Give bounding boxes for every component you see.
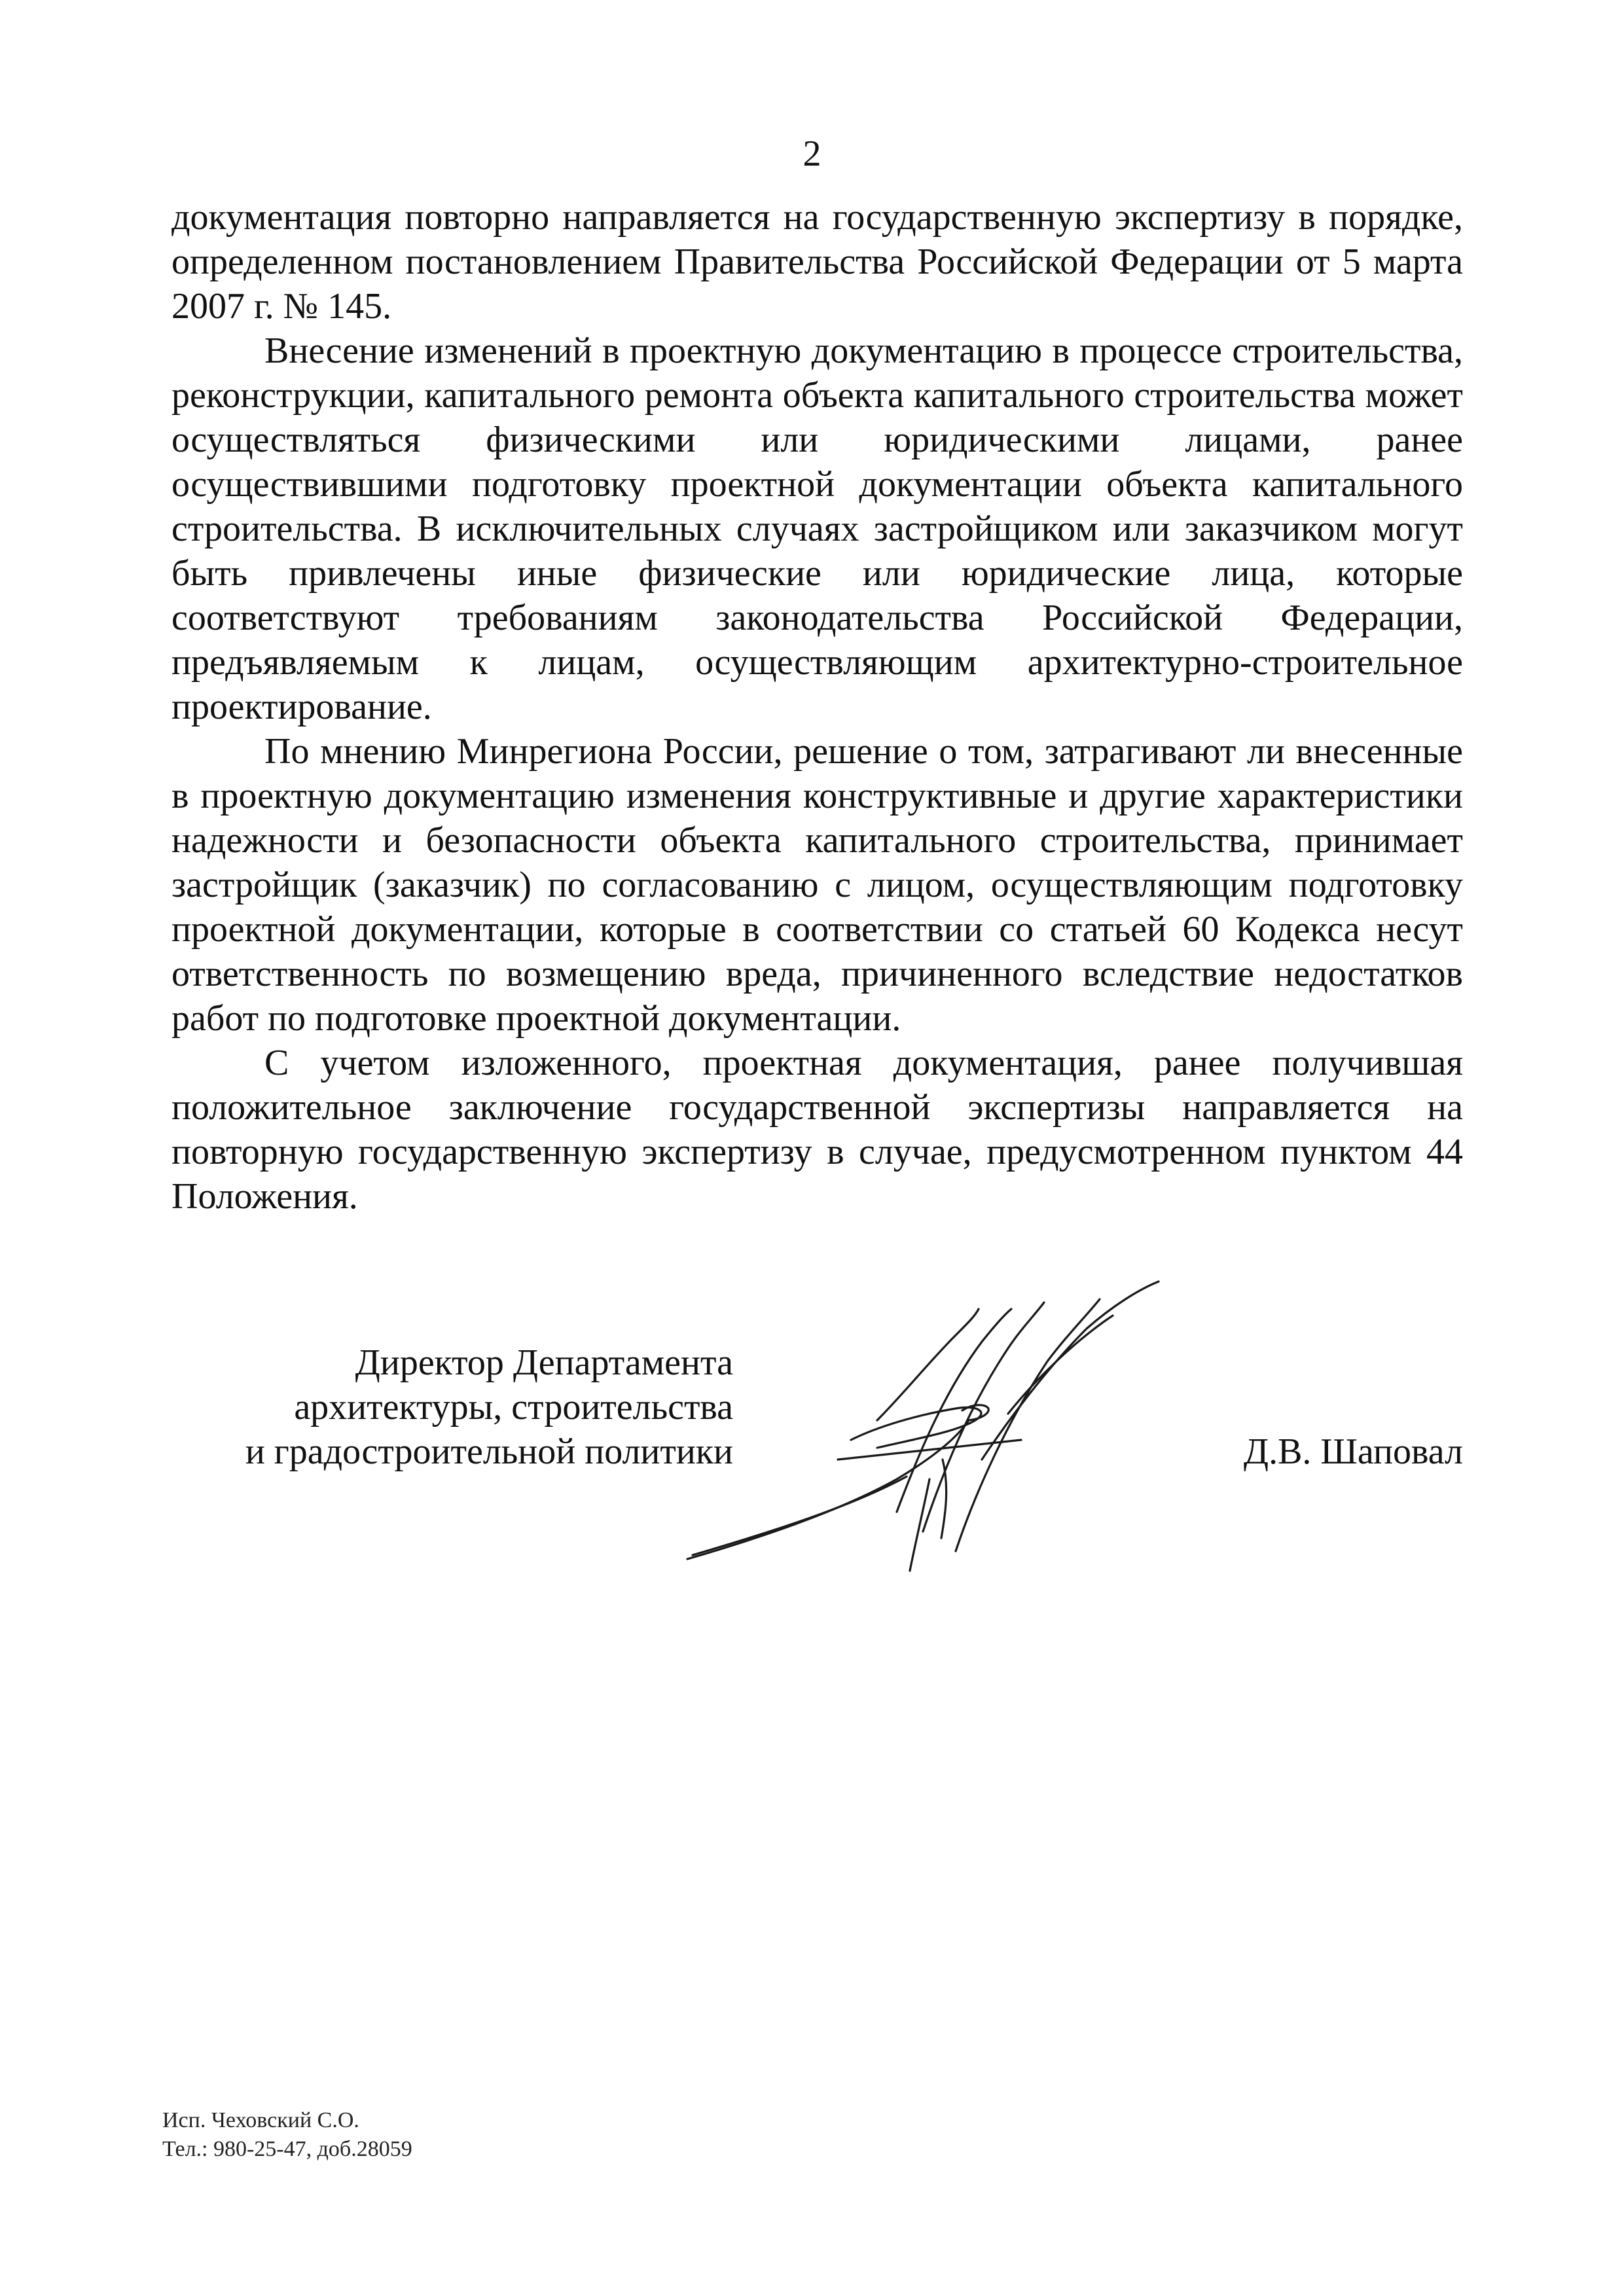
signatory-name: Д.В. Шаповал <box>1243 1431 1463 1472</box>
signatory-title <box>196 1340 733 1474</box>
paragraph-conclusion: С учетом изложенного, проектная документация, ранее получившая положительное заключение государственной экспертизы направляется на повторную государственную экспертизу в случае, предусмотренном пунктом 44 Положения. <box>171 1043 1463 1217</box>
executor-footer <box>162 2106 412 2164</box>
executor-name: Исп. Чеховский С.О. <box>162 2108 359 2132</box>
page-number: 2 <box>803 134 821 174</box>
signatory-title-line: Директор Департамента <box>355 1342 733 1383</box>
executor-phone: Тел.: 980-25-47, доб.28059 <box>162 2137 412 2161</box>
letter-body <box>171 195 1463 1219</box>
signatory-title-line: и градостроительной политики <box>245 1431 733 1472</box>
handwritten-signature <box>681 1263 1204 1577</box>
paragraph-ministry-opinion: По мнению Минрегиона России, решение о том, затрагивают ли внесенные в проектную документацию изменения конструктивные и другие характеристики надежности и безопасности объекта капитального строительства, принимает застройщик (заказчик) по согласованию с лицом, осуществляющим подготовку проектной документации, которые в соответствии со статьей 60 Кодекса несут ответственность по возмещению вреда, причиненного вследствие недостатков работ по подготовке проектной документации. <box>171 731 1463 1039</box>
signatory-title-line: архитектуры, строительства <box>294 1387 733 1427</box>
paragraph-design-changes: Внесение изменений в проектную документацию в процессе строительства, реконструкции, капитального ремонта объекта капитального строительства может осуществляться физическими или юридическими лицами, ранее осуществившими подготовку проектной документации объекта капитального строительства. В исключительных случаях застройщиком или заказчиком могут быть привлечены иные физические или юридические лица, которые соответствуют требованиям законодательства Российской Федерации, предъявляемым к лицам, осуществляющим архитектурно-строительное проектирование. <box>171 331 1463 727</box>
paragraph-continuation: документация повторно направляется на государственную экспертизу в порядке, определенном постановлением Правительства Российской Федерации от 5 марта 2007 г. № 145. <box>171 197 1463 327</box>
